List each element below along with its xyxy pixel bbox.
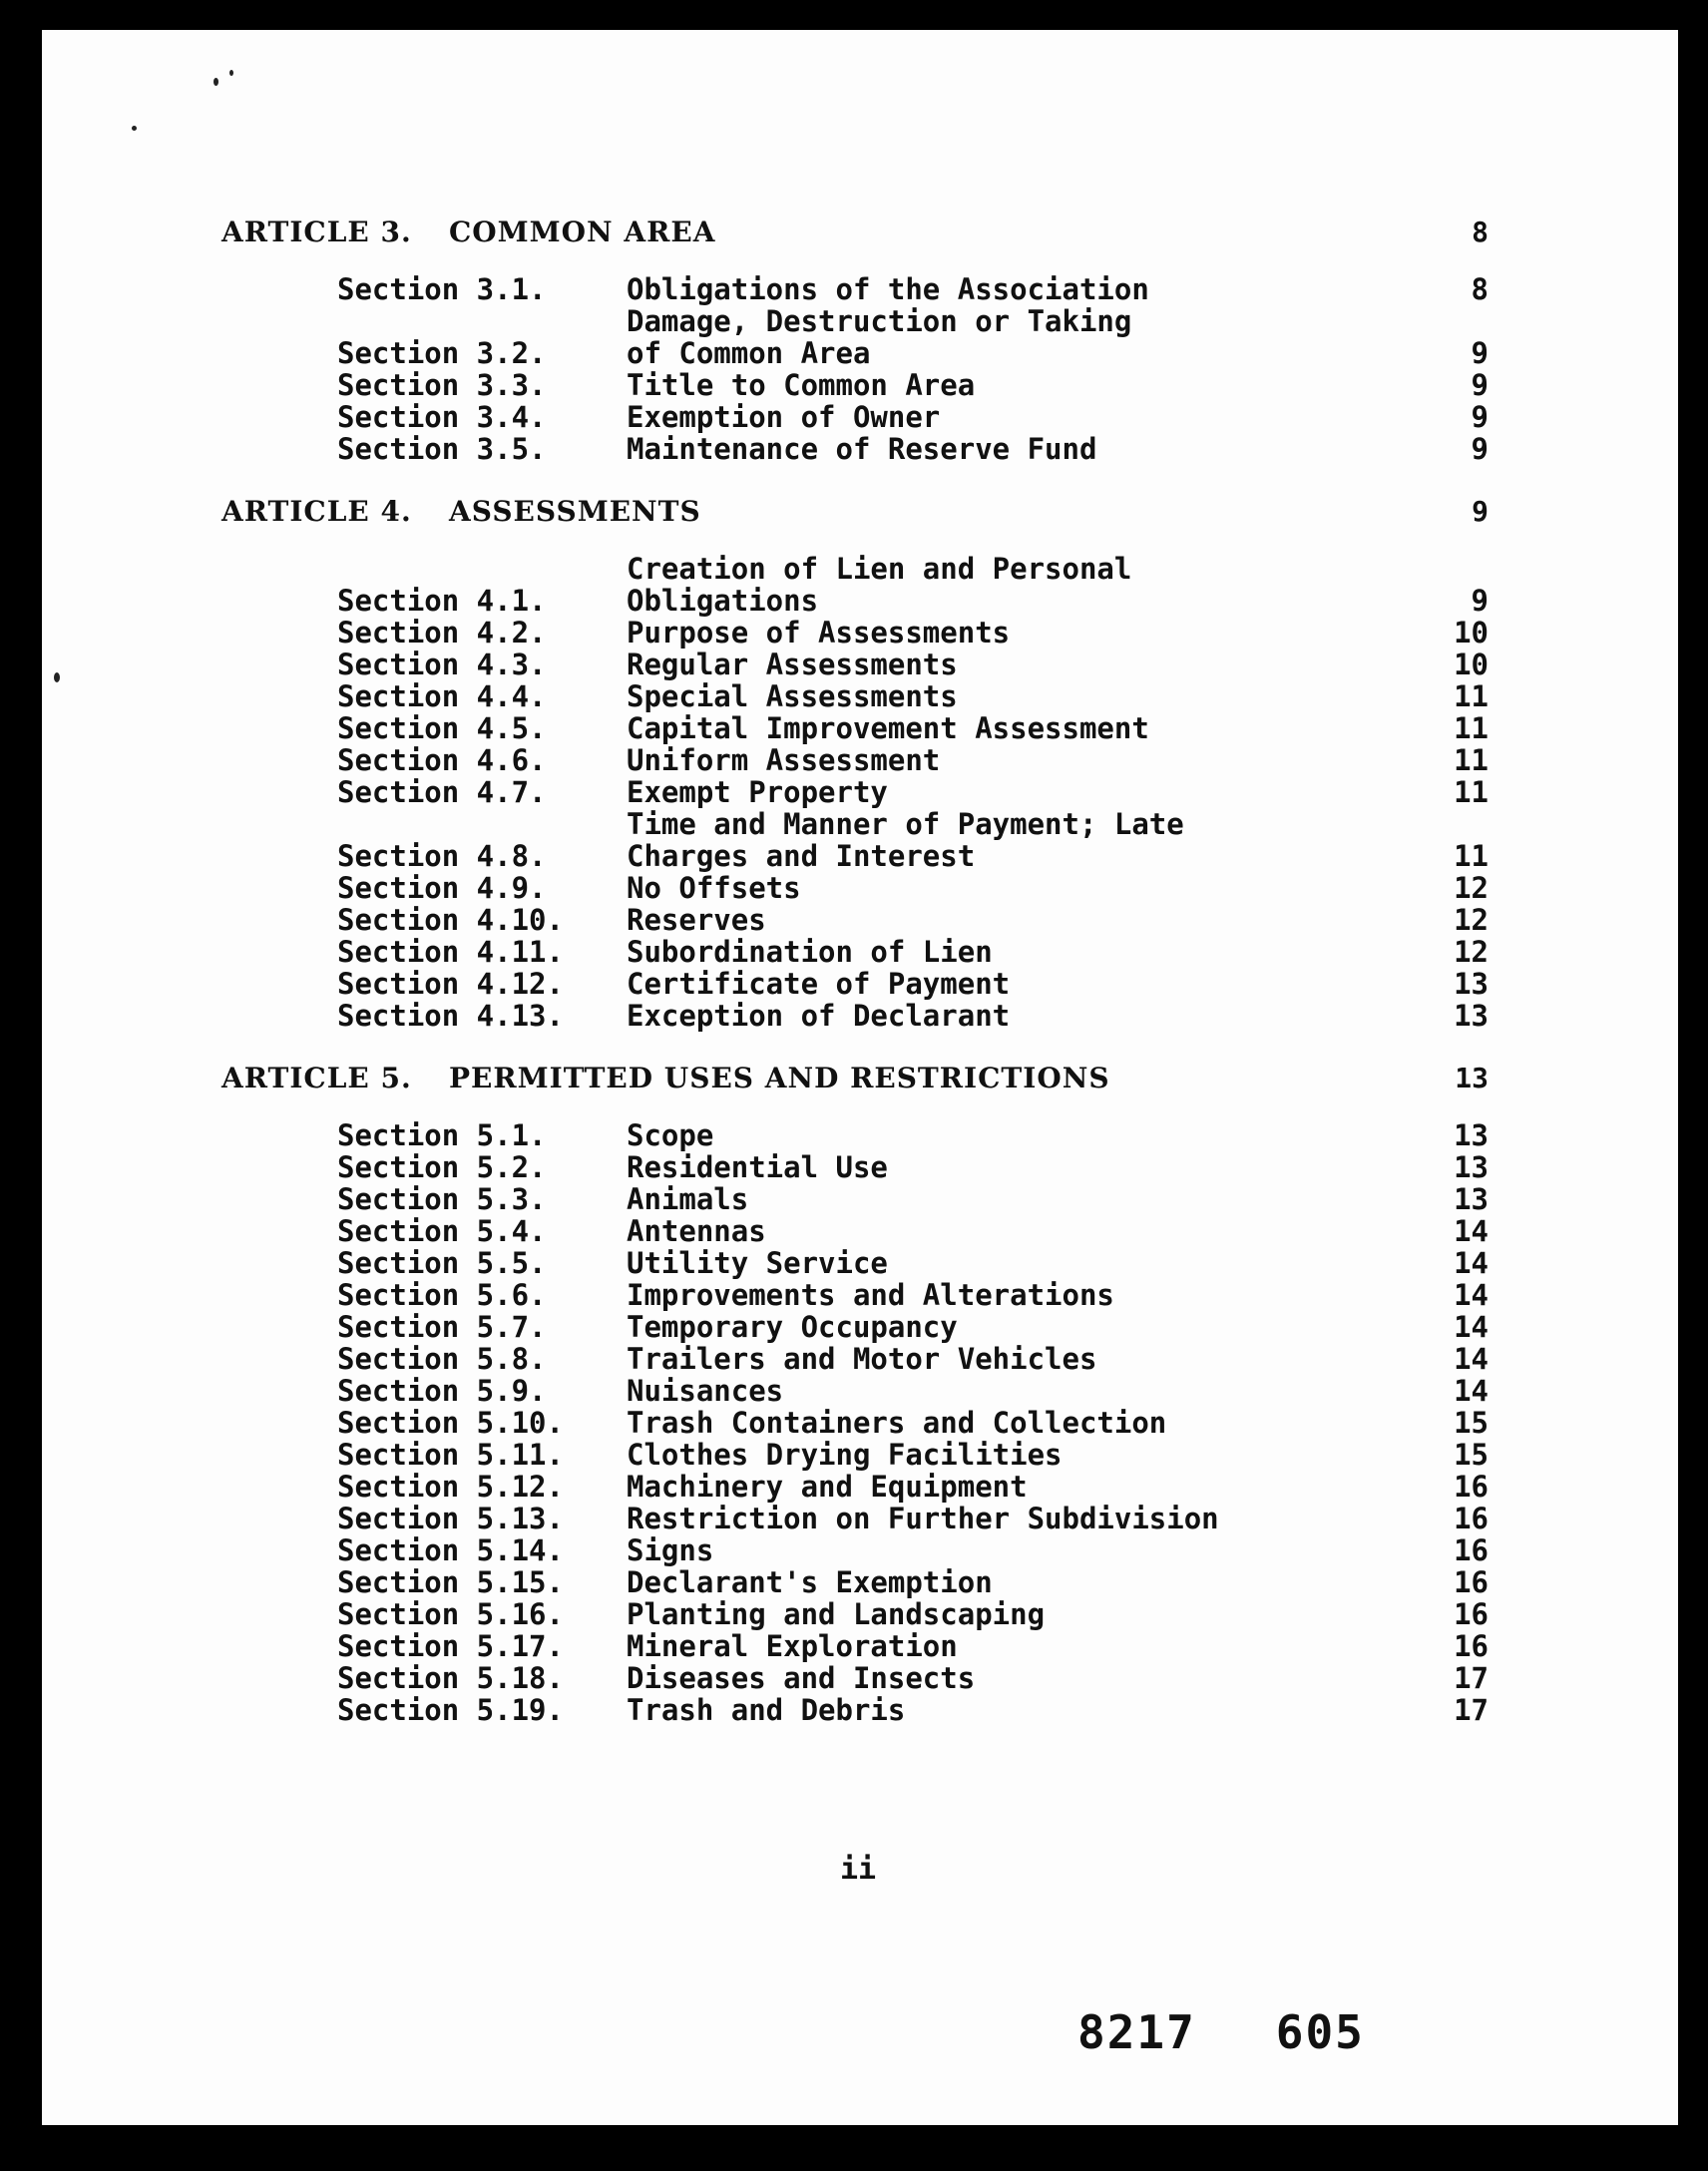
stamp-page-number: 605 bbox=[1275, 2005, 1365, 2059]
section-page: 11 bbox=[1454, 743, 1489, 777]
section-page: 10 bbox=[1454, 616, 1489, 650]
toc-entry bbox=[337, 904, 1489, 936]
section-label: Section 4.4. bbox=[337, 679, 547, 713]
article-page: 9 bbox=[1472, 495, 1489, 528]
section-label: Section 5.3. bbox=[337, 1182, 547, 1216]
toc-entry bbox=[337, 649, 1489, 680]
toc-entry bbox=[337, 776, 1489, 808]
article-number: ARTICLE 5. bbox=[221, 1062, 412, 1094]
section-label: Section 4.10. bbox=[337, 903, 564, 937]
section-page: 16 bbox=[1454, 1629, 1489, 1663]
toc-entry bbox=[337, 680, 1489, 712]
section-title: Restriction on Further Subdivision bbox=[627, 1502, 1219, 1535]
page-number: ii bbox=[840, 1852, 877, 1887]
toc-entry bbox=[337, 305, 1489, 369]
section-page: 12 bbox=[1454, 935, 1489, 969]
section-page: 14 bbox=[1454, 1374, 1489, 1408]
section-label: Section 5.7. bbox=[337, 1310, 547, 1344]
section-page: 16 bbox=[1454, 1565, 1489, 1599]
toc-entry bbox=[337, 1662, 1489, 1694]
section-title: Declarant's Exemption bbox=[627, 1565, 993, 1599]
section-title: Utility Service bbox=[627, 1246, 888, 1280]
section-page: 17 bbox=[1454, 1693, 1489, 1727]
section-title: Obligations of the Association bbox=[627, 272, 1149, 306]
section-title: Capital Improvement Assessment bbox=[627, 711, 1149, 745]
article-block bbox=[221, 495, 1489, 1044]
toc-entry bbox=[337, 617, 1489, 649]
toc-entry bbox=[337, 273, 1489, 305]
section-label: Section 5.10. bbox=[337, 1406, 564, 1440]
section-label: Section 4.3. bbox=[337, 648, 547, 681]
section-label: Section 5.12. bbox=[337, 1470, 564, 1504]
section-title: Signs bbox=[627, 1533, 714, 1567]
section-title: Exception of Declarant bbox=[627, 999, 1011, 1033]
section-title: Subordination of Lien bbox=[627, 935, 993, 969]
section-title: Improvements and Alterations bbox=[627, 1278, 1114, 1312]
section-page: 8 bbox=[1471, 272, 1489, 306]
toc-entry bbox=[337, 553, 1489, 617]
toc-entry bbox=[337, 968, 1489, 1000]
section-label: Section 4.7. bbox=[337, 775, 547, 809]
section-title: No Offsets bbox=[627, 871, 801, 905]
section-label: Section 4.6. bbox=[337, 743, 547, 777]
section-label: Section 5.13. bbox=[337, 1502, 564, 1535]
section-page: 12 bbox=[1454, 871, 1489, 905]
section-label: Section 3.3. bbox=[337, 368, 547, 402]
section-label: Section 5.9. bbox=[337, 1374, 547, 1408]
section-page: 14 bbox=[1454, 1246, 1489, 1280]
section-label: Section 4.1. bbox=[337, 584, 547, 618]
toc-entry bbox=[337, 1598, 1489, 1630]
section-page: 9 bbox=[1471, 584, 1489, 618]
section-label: Section 4.12. bbox=[337, 967, 564, 1001]
toc-entry bbox=[337, 1183, 1489, 1215]
section-page: 11 bbox=[1454, 679, 1489, 713]
section-label: Section 5.18. bbox=[337, 1661, 564, 1695]
section-label: Section 3.1. bbox=[337, 272, 547, 306]
toc-entry bbox=[337, 712, 1489, 744]
article-number: ARTICLE 3. bbox=[221, 216, 412, 248]
section-title: Trash Containers and Collection bbox=[627, 1406, 1167, 1440]
section-label: Section 4.13. bbox=[337, 999, 564, 1033]
article-title: COMMON AREA bbox=[449, 216, 716, 248]
section-page: 16 bbox=[1454, 1533, 1489, 1567]
section-page: 13 bbox=[1454, 999, 1489, 1033]
toc-entry bbox=[337, 1279, 1489, 1311]
section-label: Section 5.17. bbox=[337, 1629, 564, 1663]
section-title: Diseases and Insects bbox=[627, 1661, 976, 1695]
section-title: Regular Assessments bbox=[627, 648, 958, 681]
section-title: Scope bbox=[627, 1118, 714, 1152]
section-label: Section 3.2. bbox=[337, 336, 547, 370]
section-page: 13 bbox=[1454, 1118, 1489, 1152]
scan-speck bbox=[132, 126, 137, 131]
section-list bbox=[221, 263, 1489, 477]
section-page: 9 bbox=[1471, 400, 1489, 434]
toc-entry bbox=[337, 1311, 1489, 1343]
toc-entry bbox=[337, 1119, 1489, 1151]
toc-entry bbox=[337, 1000, 1489, 1032]
article-block bbox=[221, 216, 1489, 477]
toc-entry bbox=[337, 1247, 1489, 1279]
article-title: ASSESSMENTS bbox=[449, 495, 701, 528]
section-page: 14 bbox=[1454, 1278, 1489, 1312]
section-list bbox=[221, 543, 1489, 1044]
section-label: Section 4.2. bbox=[337, 616, 547, 650]
scan-speck bbox=[214, 78, 218, 86]
article-block bbox=[221, 1062, 1489, 1738]
section-page: 9 bbox=[1471, 432, 1489, 466]
section-title: Trailers and Motor Vehicles bbox=[627, 1342, 1097, 1376]
section-page: 13 bbox=[1454, 1182, 1489, 1216]
section-page: 15 bbox=[1454, 1438, 1489, 1472]
section-label: Section 4.5. bbox=[337, 711, 547, 745]
section-label: Section 4.9. bbox=[337, 871, 547, 905]
section-page: 15 bbox=[1454, 1406, 1489, 1440]
section-label: Section 5.15. bbox=[337, 1565, 564, 1599]
article-heading bbox=[221, 495, 1489, 543]
section-page: 17 bbox=[1454, 1661, 1489, 1695]
article-title: PERMITTED USES AND RESTRICTIONS bbox=[449, 1062, 1110, 1094]
toc-entry bbox=[337, 1471, 1489, 1503]
section-label: Section 5.8. bbox=[337, 1342, 547, 1376]
section-title: Title to Common Area bbox=[627, 368, 976, 402]
section-title: Creation of Lien and Personal Obligations bbox=[627, 552, 1132, 618]
section-title: Certificate of Payment bbox=[627, 967, 1011, 1001]
article-page: 8 bbox=[1472, 216, 1489, 248]
toc-entry bbox=[337, 401, 1489, 433]
section-page: 12 bbox=[1454, 903, 1489, 937]
section-title: Trash and Debris bbox=[627, 1693, 906, 1727]
toc-entry bbox=[337, 1375, 1489, 1407]
section-title: Time and Manner of Payment; Late Charges and Interest bbox=[627, 807, 1184, 873]
section-page: 16 bbox=[1454, 1597, 1489, 1631]
section-label: Section 5.2. bbox=[337, 1150, 547, 1184]
section-list bbox=[221, 1109, 1489, 1738]
section-label: Section 5.19. bbox=[337, 1693, 564, 1727]
section-title: Maintenance of Reserve Fund bbox=[627, 432, 1097, 466]
section-page: 16 bbox=[1454, 1470, 1489, 1504]
article-page: 13 bbox=[1455, 1062, 1489, 1094]
document-page bbox=[42, 30, 1678, 2125]
section-page: 16 bbox=[1454, 1502, 1489, 1535]
section-page: 9 bbox=[1471, 336, 1489, 370]
recording-stamp bbox=[1077, 2005, 1365, 2059]
section-label: Section 5.4. bbox=[337, 1214, 547, 1248]
toc-entry bbox=[337, 1407, 1489, 1439]
section-title: Special Assessments bbox=[627, 679, 958, 713]
section-label: Section 5.11. bbox=[337, 1438, 564, 1472]
toc-entry bbox=[337, 808, 1489, 872]
toc-entry bbox=[337, 1151, 1489, 1183]
section-label: Section 5.1. bbox=[337, 1118, 547, 1152]
section-title: Exempt Property bbox=[627, 775, 888, 809]
toc-entry bbox=[337, 1534, 1489, 1566]
toc-entry bbox=[337, 1630, 1489, 1662]
section-label: Section 5.6. bbox=[337, 1278, 547, 1312]
section-label: Section 5.5. bbox=[337, 1246, 547, 1280]
article-heading bbox=[221, 1062, 1489, 1109]
section-title: Reserves bbox=[627, 903, 766, 937]
section-title: Temporary Occupancy bbox=[627, 1310, 958, 1344]
toc-entry bbox=[337, 433, 1489, 465]
section-label: Section 3.4. bbox=[337, 400, 547, 434]
section-page: 10 bbox=[1454, 648, 1489, 681]
section-label: Section 5.16. bbox=[337, 1597, 564, 1631]
section-page: 14 bbox=[1454, 1342, 1489, 1376]
section-title: Machinery and Equipment bbox=[627, 1470, 1028, 1504]
section-page: 11 bbox=[1454, 775, 1489, 809]
section-label: Section 4.11. bbox=[337, 935, 564, 969]
stamp-book-number: 8217 bbox=[1077, 2005, 1196, 2059]
toc-entry bbox=[337, 369, 1489, 401]
section-page: 11 bbox=[1454, 839, 1489, 873]
section-title: Animals bbox=[627, 1182, 749, 1216]
section-page: 14 bbox=[1454, 1214, 1489, 1248]
section-page: 13 bbox=[1454, 967, 1489, 1001]
section-page: 11 bbox=[1454, 711, 1489, 745]
toc-entry bbox=[337, 1503, 1489, 1534]
scan-speck bbox=[54, 672, 60, 682]
section-title: Planting and Landscaping bbox=[627, 1597, 1046, 1631]
toc-entry bbox=[337, 1566, 1489, 1598]
section-label: Section 3.5. bbox=[337, 432, 547, 466]
toc-entry bbox=[337, 1694, 1489, 1726]
toc-entry bbox=[337, 1439, 1489, 1471]
article-number: ARTICLE 4. bbox=[221, 495, 412, 528]
section-page: 14 bbox=[1454, 1310, 1489, 1344]
section-title: Purpose of Assessments bbox=[627, 616, 1011, 650]
section-title: Damage, Destruction or Taking of Common Area bbox=[627, 304, 1132, 370]
section-title: Nuisances bbox=[627, 1374, 784, 1408]
table-of-contents bbox=[221, 216, 1489, 1756]
section-title: Residential Use bbox=[627, 1150, 888, 1184]
section-title: Uniform Assessment bbox=[627, 743, 941, 777]
section-label: Section 4.8. bbox=[337, 839, 547, 873]
toc-entry bbox=[337, 744, 1489, 776]
section-title: Clothes Drying Facilities bbox=[627, 1438, 1063, 1472]
section-page: 13 bbox=[1454, 1150, 1489, 1184]
scan-speck bbox=[229, 70, 233, 76]
article-heading bbox=[221, 216, 1489, 263]
section-title: Exemption of Owner bbox=[627, 400, 941, 434]
section-title: Antennas bbox=[627, 1214, 766, 1248]
toc-entry bbox=[337, 936, 1489, 968]
section-label: Section 5.14. bbox=[337, 1533, 564, 1567]
section-title: Mineral Exploration bbox=[627, 1629, 958, 1663]
toc-entry bbox=[337, 872, 1489, 904]
section-page: 9 bbox=[1471, 368, 1489, 402]
toc-entry bbox=[337, 1215, 1489, 1247]
toc-entry bbox=[337, 1343, 1489, 1375]
